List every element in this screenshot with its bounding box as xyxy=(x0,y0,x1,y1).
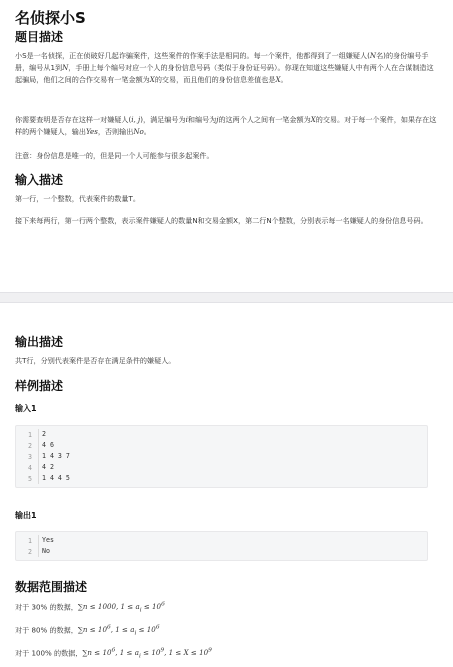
range-label: 对于 80% 的数据， xyxy=(15,625,78,635)
output-heading: 输出描述 xyxy=(15,335,64,349)
line-text: No xyxy=(38,546,50,557)
line-text: 4 2 xyxy=(38,462,54,473)
line-number: 2 xyxy=(28,441,32,450)
line-number: 3 xyxy=(28,452,32,461)
line-text: Yes xyxy=(38,535,54,546)
range-formula: ∑n ≤ 1000, $1 \le a_i \le 10^6$ xyxy=(77,602,165,614)
code-line xyxy=(16,535,427,546)
line-number: 4 xyxy=(28,463,32,472)
code-line xyxy=(16,451,427,462)
code-line xyxy=(16,546,427,557)
input-paragraph-2: 接下来每两行，第一行两个整数，表示案件嫌疑人的数量N和交易金额X，第二行N个整数，分别表示每一名嫌疑人的身份信息号码。 xyxy=(15,216,428,225)
line-number: 2 xyxy=(28,547,32,556)
line-text: 1 4 3 7 xyxy=(38,451,70,462)
range-heading: 数据范围描述 xyxy=(15,580,88,594)
problem-heading: 题目描述 xyxy=(15,30,64,44)
line-text: 2 xyxy=(38,429,46,440)
range-label: 对于 100% 的数据， xyxy=(15,648,83,658)
line-number: 5 xyxy=(28,474,32,483)
page-title: 名侦探小S xyxy=(15,9,86,27)
problem-paragraph-1: 小S是一名侦探，正在侦破好几起诈骗案件，这些案件的作案手法是相同的。每一个案件，他都得到了一组嫌疑人(N名)的身份编号手册，编号从1到N，手册上每个编号对应一个人的身份信息号码（类似于身份证号码）。你现在知道这些嫌疑人中有两个人在合谋制造这起骗局，他们之间的合作交易有一笔金额为X的交易，而且他们的身份信息差值也是X。 xyxy=(15,51,434,84)
range-label: 对于 30% 的数据， xyxy=(15,602,78,612)
range-line-80 xyxy=(15,622,438,640)
sample-input-label: 输入1 xyxy=(15,404,37,413)
input-heading: 输入描述 xyxy=(15,173,64,187)
sample-output-block xyxy=(15,531,428,561)
problem-note: 注意：身份信息是唯一的，但是同一个人可能参与很多起案件。 xyxy=(15,151,214,160)
output-paragraph-1: 共T行，分别代表案件是否存在满足条件的嫌疑人。 xyxy=(15,356,176,365)
line-text: 1 4 4 5 xyxy=(38,473,70,484)
range-formula: $\sum n \le 10^6$, $1 \le a_i \le 10^6$ xyxy=(77,625,160,637)
code-line xyxy=(16,462,427,473)
line-text: 4 6 xyxy=(38,440,54,451)
code-line xyxy=(16,429,427,440)
sample-output-label: 输出1 xyxy=(15,511,37,520)
problem-paragraph-2: 你需要查明是否存在这样一对嫌疑人(i, j)，满足编号为i和编号为j的这两个人之间有一笔金额为X的交易。对于每一个案件，如果存在这样的两个嫌疑人，输出Yes，否则输出No。 xyxy=(15,115,437,136)
range-formula: $\sum n \le 10^6$, $1 \le a_i \le 10^9$, $1 \le X \le 10^9$ xyxy=(82,648,212,660)
range-line-100 xyxy=(15,645,438,663)
line-number: 1 xyxy=(28,536,32,545)
samples-heading: 样例描述 xyxy=(15,379,64,393)
code-line xyxy=(16,440,427,451)
section-divider xyxy=(0,292,453,303)
line-number: 1 xyxy=(28,430,32,439)
input-paragraph-1: 第一行，一个整数，代表案件的数量T。 xyxy=(15,194,140,203)
range-line-30 xyxy=(15,599,438,617)
sample-input-block xyxy=(15,425,428,488)
code-line xyxy=(16,473,427,484)
